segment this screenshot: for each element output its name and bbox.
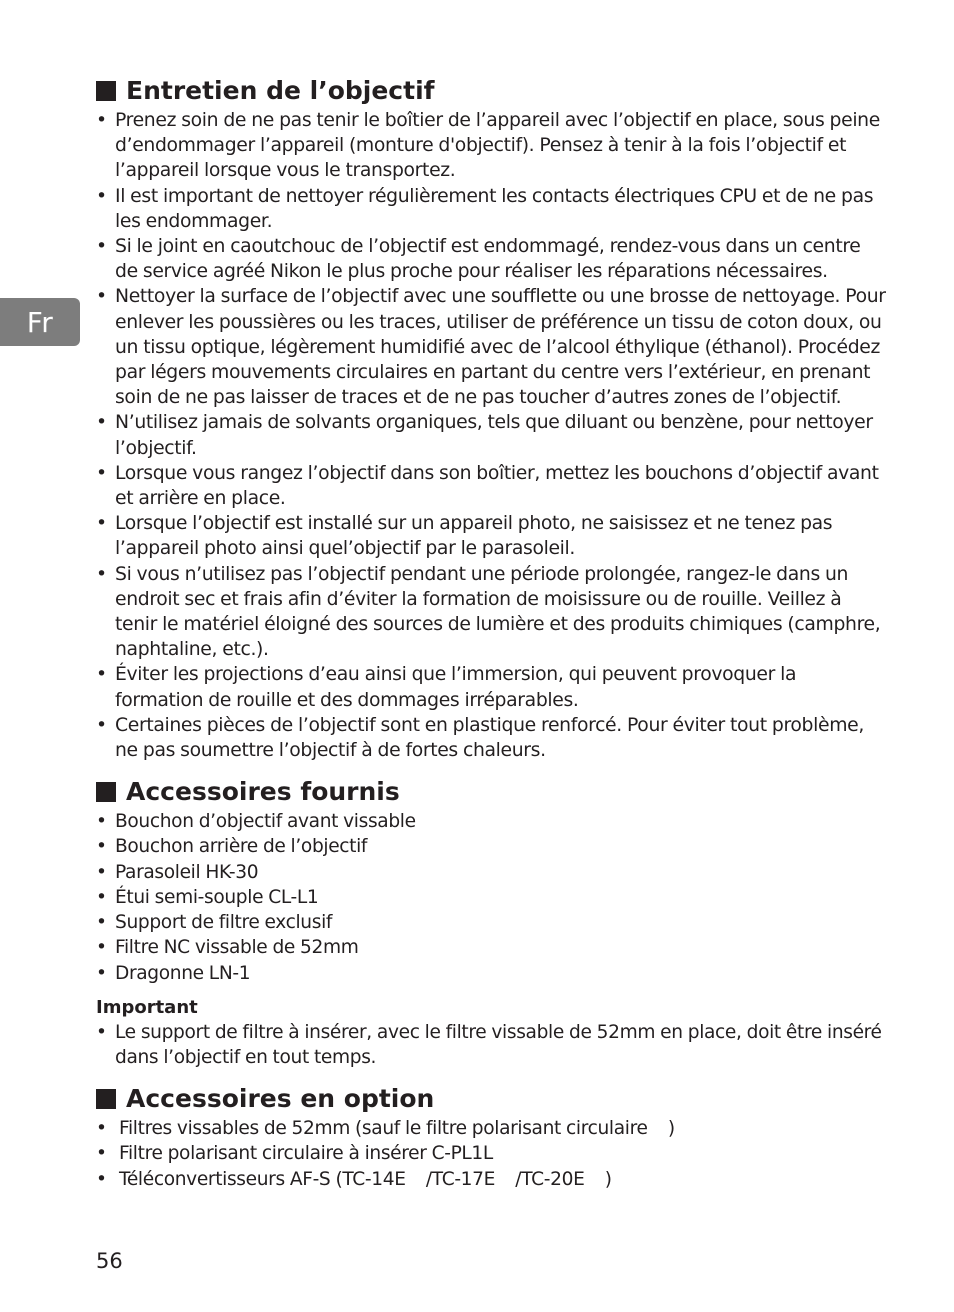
list-item — [96, 511, 886, 561]
list-item-text: Certaines pièces de l’objectif sont en plastique renforcé. Pour éviter tout problème, ne pas soumettre l’objectif à de fortes chaleurs. — [115, 714, 864, 762]
list-item — [96, 713, 886, 763]
bullet-icon: • — [96, 861, 107, 883]
list-item-text: Étui semi-souple CL-L1 — [115, 886, 319, 908]
section-accessoires-option — [96, 1082, 886, 1192]
bullet-icon: • — [96, 185, 107, 207]
section-title-text: Accessoires en option — [126, 1084, 435, 1114]
section-title-text: Accessoires fournis — [126, 777, 400, 807]
bullet-icon: • — [96, 937, 107, 959]
bullet-icon: • — [96, 912, 107, 934]
bullet-list — [96, 809, 886, 985]
list-item-text: Lorsque vous rangez l’objectif dans son boîtier, mettez les bouchons d’objectif avant et arrière en place. — [115, 462, 879, 510]
bullet-icon: • — [96, 886, 107, 908]
list-item-text: Prenez soin de ne pas tenir le boîtier de l’appareil avec l’objectif en place, sous peine d’endommager l’appareil (monture d'objectif). Pensez à tenir à la fois l’objectif et l’appareil lorsque vous le transportez. — [115, 110, 880, 182]
list-item-text: Filtre NC vissable de 52mm — [115, 937, 359, 959]
bullet-icon: • — [96, 1021, 107, 1043]
bullet-icon: • — [96, 412, 107, 434]
list-item — [96, 108, 886, 184]
bullet-list — [96, 108, 886, 763]
list-item — [96, 961, 886, 986]
list-item-text: Dragonne LN-1 — [115, 962, 251, 984]
bullet-icon: • — [96, 664, 107, 686]
important-list — [96, 1020, 886, 1070]
list-item — [96, 410, 886, 460]
square-bullet-icon — [96, 1089, 116, 1109]
section-entretien — [96, 74, 886, 763]
section-title — [96, 74, 886, 108]
language-tab: Fr — [0, 298, 80, 346]
bullet-icon: • — [96, 1143, 107, 1165]
list-item — [96, 461, 886, 511]
list-item-text: Téléconvertisseurs AF-S (TC-14E /TC-17E /TC-20E ) — [119, 1168, 612, 1190]
list-item-text: Le support de filtre à insérer, avec le filtre vissable de 52mm en place, doit être inséré dans l’objectif en tout temps. — [115, 1021, 882, 1068]
list-item-text: Filtres vissables de 52mm (sauf le filtre polarisant circulaire ) — [119, 1118, 675, 1140]
square-bullet-icon — [96, 81, 116, 101]
section-title-text: Entretien de l’objectif — [126, 76, 435, 105]
list-item — [96, 562, 886, 663]
list-item — [96, 662, 886, 712]
list-item — [96, 1116, 886, 1141]
list-item-text: Lorsque l’objectif est installé sur un appareil photo, ne saisissez et ne tenez pas l’appareil photo ainsi quel’objectif par le parasoleil. — [115, 513, 833, 560]
section-accessoires-fournis — [96, 775, 886, 1070]
bullet-icon: • — [96, 563, 107, 585]
section-title — [96, 775, 886, 809]
list-item — [96, 1141, 886, 1166]
bullet-icon: • — [96, 1118, 107, 1140]
list-item — [96, 834, 886, 859]
list-item-text: Éviter les projections d’eau ainsi que l’immersion, qui peuvent provoquer la formation de rouille et des dommages irréparables. — [115, 664, 797, 711]
list-item-text: Support de filtre exclusif — [115, 912, 333, 934]
list-item — [96, 1020, 886, 1070]
section-title — [96, 1082, 886, 1116]
list-item-text: Parasoleil HK-30 — [115, 861, 259, 883]
list-item-text: Si le joint en caoutchouc de l’objectif est endommagé, rendez-vous dans un centre de service agréé Nikon le plus proche pour réaliser les réparations nécessaires. — [115, 236, 861, 283]
list-item-text: Il est important de nettoyer régulièrement les contacts électriques CPU et de ne pas les endommager. — [115, 185, 874, 232]
list-item-text: N’utilisez jamais de solvants organiques, tels que diluant ou benzène, pour nettoyer l’objectif. — [115, 412, 873, 459]
page-number: 56 — [96, 1249, 123, 1273]
bullet-icon: • — [96, 462, 107, 484]
list-item — [96, 1167, 886, 1192]
bullet-icon: • — [96, 513, 107, 535]
list-item-text: Filtre polarisant circulaire à insérer C-PL1L — [119, 1143, 493, 1165]
list-item-text: Bouchon arrière de l’objectif — [115, 836, 368, 858]
list-item — [96, 809, 886, 834]
page-content — [96, 74, 886, 1192]
list-item — [96, 284, 886, 410]
list-item-text: Nettoyer la surface de l’objectif avec une soufflette ou une brosse de nettoyage. Pour enlever les poussières ou les traces, utiliser de préférence un tissu de coton doux, ou un tissu optique, légèrement humidifié avec de l’alcool éthylique (éthanol). Procédez par légers mouvements circulaires en partant du centre vers l’extérieur, en prenant soin de ne pas laisser de traces et de ne pas toucher d’autres zones de l’objectif. — [115, 286, 886, 409]
list-item — [96, 935, 886, 960]
bullet-icon: • — [96, 836, 107, 858]
bullet-icon: • — [96, 811, 107, 833]
bullet-list — [96, 1116, 886, 1192]
square-bullet-icon — [96, 782, 116, 802]
bullet-icon: • — [96, 714, 107, 736]
list-item — [96, 234, 886, 284]
list-item — [96, 184, 886, 234]
bullet-icon: • — [96, 110, 107, 131]
list-item — [96, 860, 886, 885]
list-item — [96, 885, 886, 910]
important-heading: Important — [96, 996, 198, 1018]
list-item — [96, 910, 886, 935]
bullet-icon: • — [96, 962, 107, 984]
bullet-icon: • — [96, 286, 107, 308]
bullet-icon: • — [96, 1168, 107, 1190]
list-item-text: Si vous n’utilisez pas l’objectif pendant une période prolongée, rangez-le dans un endroit sec et frais afin d’éviter la formation de moisissure ou de rouille. Veillez à tenir le matériel éloigné des sources de lumière et des produits chimiques (camphre, naphtaline, etc.). — [115, 563, 881, 661]
list-item-text: Bouchon d’objectif avant vissable — [115, 811, 416, 833]
bullet-icon: • — [96, 236, 107, 258]
